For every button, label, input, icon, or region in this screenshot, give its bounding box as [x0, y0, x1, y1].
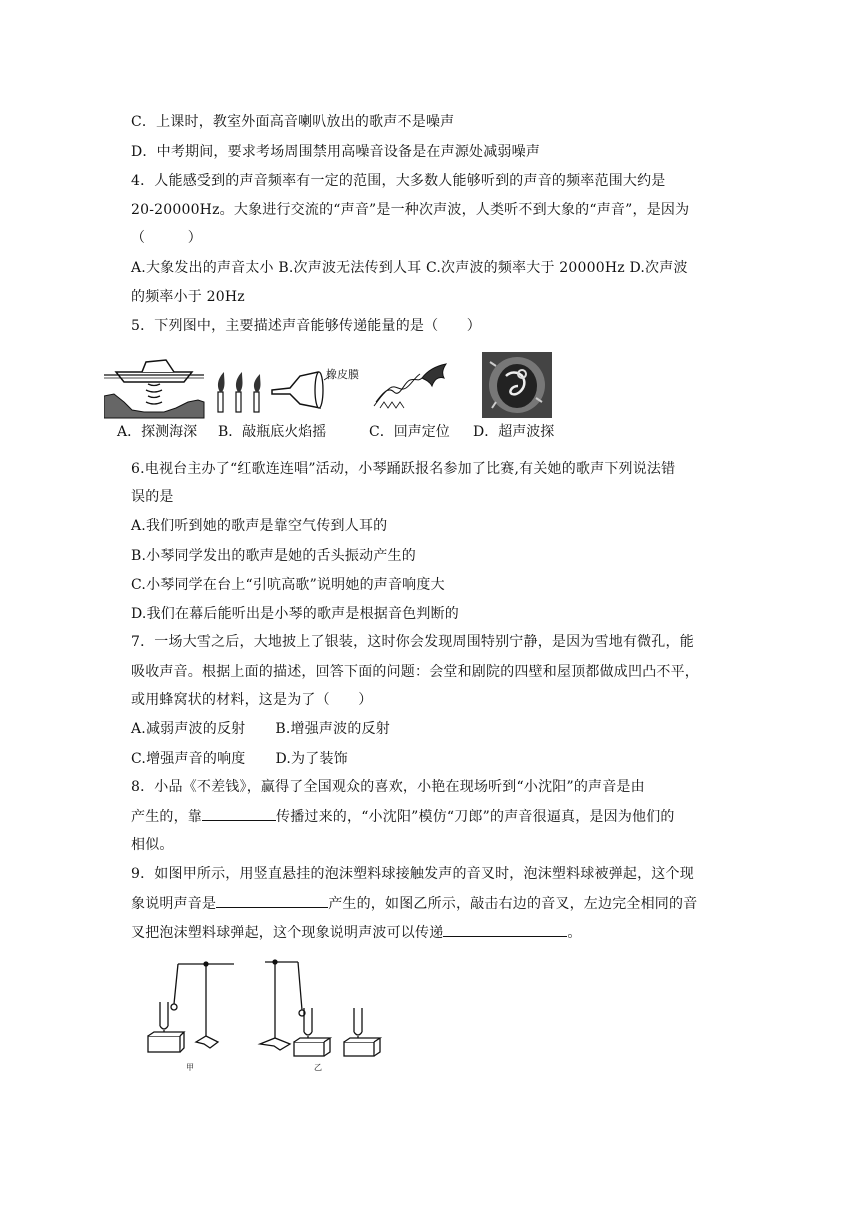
q8-text-b: 传播过来的，“小沈阳”模仿“刀郎”的声音很逼真，是因为他们的 [276, 809, 675, 825]
q4-answer-paren: （ ） [131, 230, 202, 246]
q9-text-c: 叉把泡沫塑料球弹起，这个现象说明声波可以传递 [131, 925, 444, 941]
q5-figure-d-ultrasound-scan [482, 352, 552, 418]
q6-option-d: D.我们在幕后能听出是小琴的歌声是根据音色判断的 [131, 606, 459, 622]
q8-stem-line1: 8．小品《不差钱》，赢得了全国观众的喜欢，小艳在现场听到“小沈阳”的声音是由 [131, 779, 645, 795]
q9-stem-line3 [131, 922, 582, 943]
q4-stem-line2: 20-20000Hz。大象进行交流的“声音”是一种次声波，人类听不到大象的“声音”，是因为 [131, 202, 690, 218]
q5-caption-a: A．探测海深 [117, 424, 198, 440]
q8-stem-line2 [131, 806, 675, 827]
q6-option-a: A.我们听到她的歌声是靠空气传到人耳的 [131, 518, 388, 534]
q3-option-d: D．中考期间，要求考场周围禁用高噪音设备是在声源处减弱噪声 [131, 144, 541, 160]
q5-figure-c-bat-echolocation [370, 362, 450, 412]
q9-figure-tuning-forks [144, 958, 390, 1076]
q8-text-a: 产生的，靠 [131, 809, 202, 825]
q5-caption-d: D．超声波探 [473, 424, 555, 440]
q4-options-line2: 的频率小于 20Hz [131, 289, 245, 305]
q3-option-c: C．上课时，教室外面高音喇叭放出的歌声不是噪声 [131, 114, 455, 130]
q5-figure-b-label: 橡皮膜 [326, 368, 359, 381]
q7-stem-line3: 或用蜂窝状的材料，这是为了（ ） [131, 692, 373, 708]
q5-figure-b-bottle-flame [214, 362, 364, 418]
q8-stem-line3: 相似。 [131, 837, 174, 853]
q5-caption-b: B．敲瓶底火焰摇 [218, 424, 327, 440]
q9-figure-label-yi: 乙 [314, 1063, 322, 1072]
q7-option-b: B.增强声波的反射 [275, 721, 390, 737]
q9-text-b: 产生的，如图乙所示，敲击右边的音叉，左边完全相同的音 [328, 896, 698, 912]
q6-option-c: C.小琴同学在台上“引吭高歌”说明她的声音响度大 [131, 577, 445, 593]
q7-option-a: A.减弱声波的反射 [131, 721, 246, 737]
q7-options-cd [131, 749, 348, 769]
q4-stem-line1: 4．人能感受到的声音频率有一定的范围，大多数人能够听到的声音的频率范围大约是 [131, 173, 666, 189]
q5-stem: 5．下列图中，主要描述声音能够传递能量的是（ ） [131, 318, 481, 334]
q9-stem-line1: 9．如图甲所示，用竖直悬挂的泡沫塑料球接触发声的音叉时，泡沫塑料球被弹起，这个现 [131, 866, 694, 882]
q5-caption-c: C．回声定位 [369, 424, 450, 440]
q9-text-d: 。 [567, 925, 582, 941]
q7-option-d: D.为了装饰 [275, 751, 348, 767]
q8-blank-medium[interactable] [202, 806, 276, 821]
q9-stem-line2 [131, 893, 697, 914]
q9-figure-label-jia: 甲 [186, 1063, 194, 1072]
q9-text-a: 象说明声音是 [131, 896, 217, 912]
q4-options-line1: A.大象发出的声音太小 B.次声波无法传到人耳 C.次声波的频率大于 20000Hz D.次声波 [131, 260, 688, 276]
q6-stem-line1: 6.电视台主办了“红歌连连唱”活动，小琴踊跃报名参加了比赛,有关她的歌声下列说法错 [131, 461, 676, 477]
q9-blank-source[interactable] [216, 893, 328, 908]
q7-option-c: C.增强声音的响度 [131, 751, 246, 767]
q7-stem-line1: 7．一场大雪之后，大地披上了银装，这时你会发现周围特别宁静，是因为雪地有微孔，能 [131, 634, 694, 650]
q7-options-ab [131, 719, 390, 739]
q5-figure-a-depth-sounding [104, 350, 206, 420]
q7-stem-line2: 吸收声音。根据上面的描述，回答下面的问题：会堂和剧院的四壁和屋顶都做成凹凸不平， [131, 664, 699, 680]
q6-option-b: B.小琴同学发出的歌声是她的舌头振动产生的 [131, 548, 416, 564]
q9-blank-energy[interactable] [443, 922, 567, 937]
q6-stem-line2: 误的是 [131, 489, 174, 505]
